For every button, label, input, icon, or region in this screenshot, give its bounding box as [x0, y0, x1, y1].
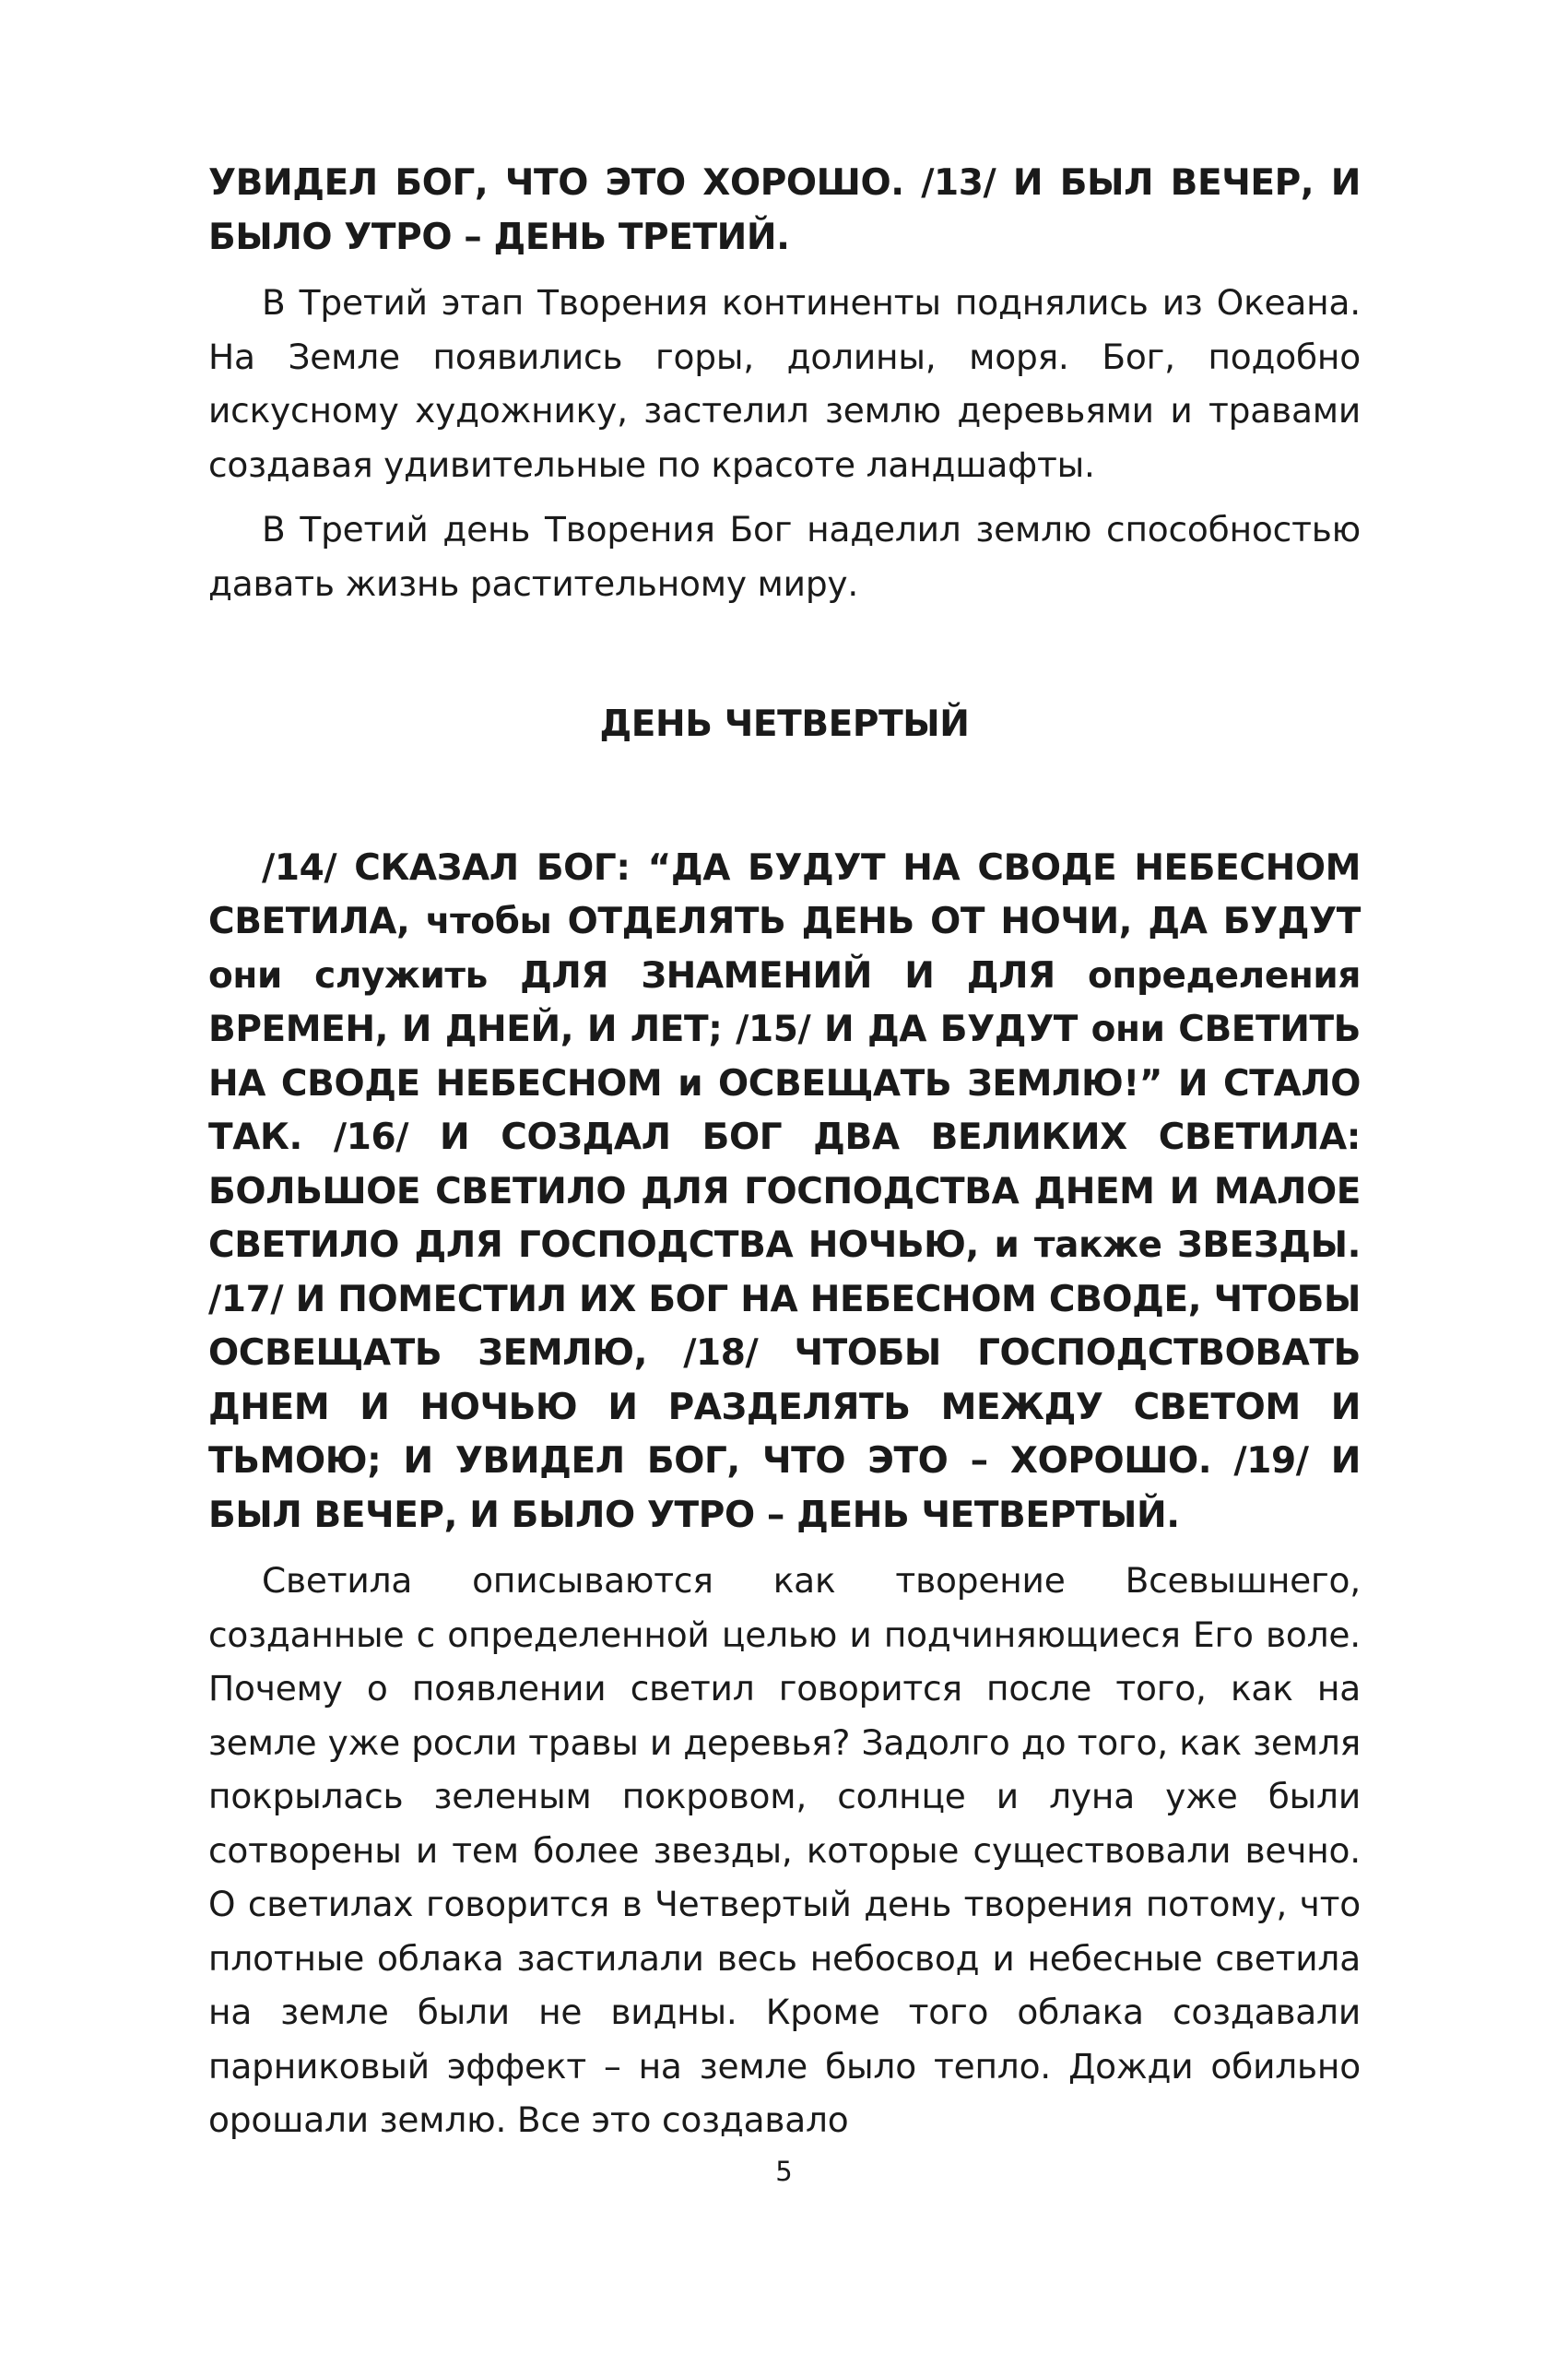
commentary-paragraph-2: В Третий день Творения Бог наделил землю способностью давать жизнь растительному миру. — [208, 509, 1361, 604]
verse-14-19-paragraph: /14/ СКАЗАЛ БОГ: “ДА БУДУТ НА СВОДЕ НЕБЕСНОМ СВЕТИЛА, чтобы ОТДЕЛЯТЬ ДЕНЬ ОТ НОЧИ, ДА БУДУТ они служить ДЛЯ ЗНАМЕНИЙ И ДЛЯ определения ВРЕМЕН, И ДНЕЙ, И ЛЕТ; /15/ И ДА БУДУТ они СВЕТИТЬ НА СВОДЕ НЕБЕСНОМ и ОСВЕЩАТЬ ЗЕМЛЮ!” И СТАЛО ТАК. /16/ И СОЗДАЛ БОГ ДВА ВЕЛИКИХ СВЕТИЛА: БОЛЬШОЕ СВЕТИЛО ДЛЯ ГОСПОДСТВА ДНЕМ И МАЛОЕ СВЕТИЛО ДЛЯ ГОСПОДСТВА НОЧЬЮ, и также ЗВЕЗДЫ. /17/ И ПОМЕСТИЛ ИХ БОГ НА НЕБЕСНОМ СВОДЕ, ЧТОБЫ ОСВЕЩАТЬ ЗЕМЛЮ, /18/ ЧТОБЫ ГОСПОДСТВОВАТЬ ДНЕМ И НОЧЬЮ И РАЗДЕЛЯТЬ МЕЖДУ СВЕТОМ И ТЬМОЮ; И УВИДЕЛ БОГ, ЧТО ЭТО – ХОРОШО. /19/ И БЫЛ ВЕЧЕР, И БЫЛО УТРО – ДЕНЬ ЧЕТВЕРТЫЙ. — [208, 846, 1361, 1536]
verse-13-paragraph: УВИДЕЛ БОГ, ЧТО ЭТО ХОРОШО. /13/ И БЫЛ ВЕЧЕР, И БЫЛО УТРО – ДЕНЬ ТРЕТИЙ. — [208, 162, 1361, 258]
section-heading: ДЕНЬ ЧЕТВЕРТЫЙ — [599, 704, 970, 745]
page-content — [208, 157, 1361, 2147]
commentary-paragraph-1: В Третий этап Творения континенты поднялись из Океана. На Земле появились горы, долины, моря. Бог, подобно искусному художнику, застелил землю деревьями и травами создавая удивительные по красоте ландшафты. — [208, 282, 1361, 485]
page-number: 5 — [775, 2156, 793, 2187]
commentary-paragraph-3: Светила описываются как творение Всевышнего, созданные с определенной целью и подчиняющиеся Его воле. Почему о появлении светил говорится после того, как на земле уже росли травы и деревья? Задолго до того, как земля покрылась зеленым покровом, солнце и луна уже были сотворены и тем более звезды, которые существовали вечно. О светилах говорится в Четвертый день творения потому, что плотные облака застилали весь небосвод и небесные светила на земле были не видны. Кроме того облака создавали парниковый эффект – на земле было тепло. Дожди обильно орошали землю. Все это создавало — [208, 1560, 1361, 2140]
